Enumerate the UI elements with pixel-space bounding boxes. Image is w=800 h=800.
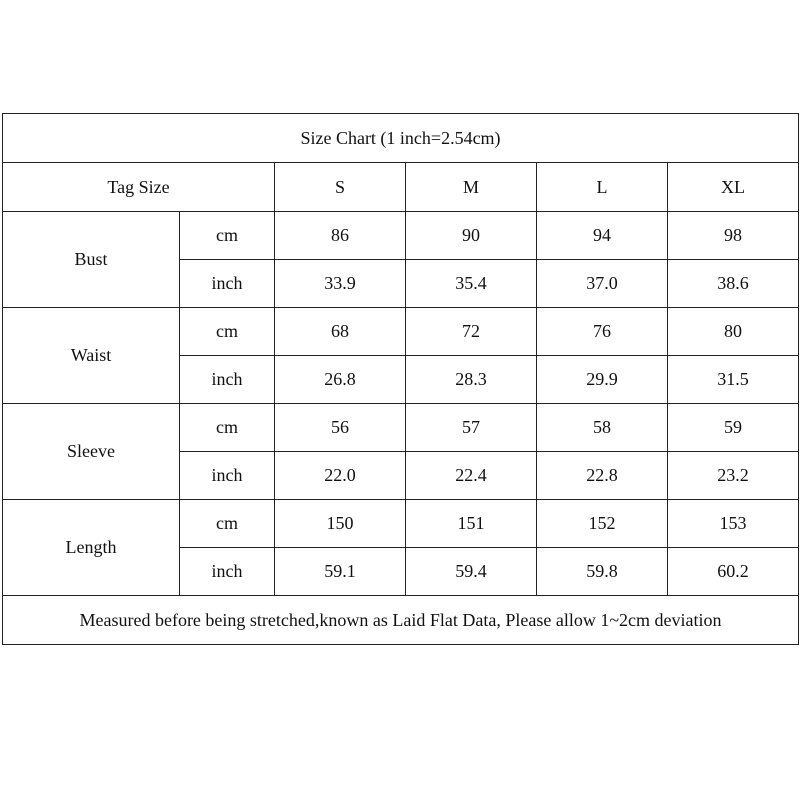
unit-label: inch [180,452,275,500]
table-row [3,500,799,548]
header-row [3,163,799,212]
table-cell: 86 [275,212,406,260]
unit-label: inch [180,548,275,596]
measurement-name-sleeve: Sleeve [3,404,180,500]
table-cell: 150 [275,500,406,548]
footer-row [3,596,799,645]
table-cell: 72 [406,308,537,356]
table-cell: 22.4 [406,452,537,500]
table-cell: 22.0 [275,452,406,500]
table-cell: 59.4 [406,548,537,596]
table-cell: 58 [537,404,668,452]
size-header-l: L [537,163,668,212]
table-cell: 33.9 [275,260,406,308]
table-cell: 56 [275,404,406,452]
measurement-name-waist: Waist [3,308,180,404]
table-cell: 38.6 [668,260,799,308]
table-cell: 151 [406,500,537,548]
title-row [3,114,799,163]
measurement-name-length: Length [3,500,180,596]
measurement-name-bust: Bust [3,212,180,308]
table-cell: 29.9 [537,356,668,404]
table-cell: 31.5 [668,356,799,404]
table-cell: 35.4 [406,260,537,308]
table-cell: 80 [668,308,799,356]
table-cell: 94 [537,212,668,260]
unit-label: cm [180,308,275,356]
size-header-xl: XL [668,163,799,212]
table-cell: 59 [668,404,799,452]
table-row [3,308,799,356]
table-cell: 22.8 [537,452,668,500]
tag-size-label: Tag Size [3,163,275,212]
chart-title: Size Chart (1 inch=2.54cm) [3,114,799,163]
table-cell: 98 [668,212,799,260]
table-cell: 28.3 [406,356,537,404]
table-cell: 152 [537,500,668,548]
table-cell: 68 [275,308,406,356]
unit-label: cm [180,212,275,260]
table-cell: 37.0 [537,260,668,308]
unit-label: cm [180,404,275,452]
size-chart-table [2,113,799,645]
table-cell: 90 [406,212,537,260]
table-cell: 57 [406,404,537,452]
table-row [3,404,799,452]
table-cell: 59.8 [537,548,668,596]
size-header-m: M [406,163,537,212]
table-cell: 60.2 [668,548,799,596]
unit-label: cm [180,500,275,548]
table-cell: 76 [537,308,668,356]
unit-label: inch [180,260,275,308]
table-cell: 59.1 [275,548,406,596]
table-row [3,212,799,260]
size-header-s: S [275,163,406,212]
footer-note: Measured before being stretched,known as Laid Flat Data, Please allow 1~2cm deviation [3,596,799,645]
table-cell: 23.2 [668,452,799,500]
table-cell: 153 [668,500,799,548]
table-cell: 26.8 [275,356,406,404]
unit-label: inch [180,356,275,404]
